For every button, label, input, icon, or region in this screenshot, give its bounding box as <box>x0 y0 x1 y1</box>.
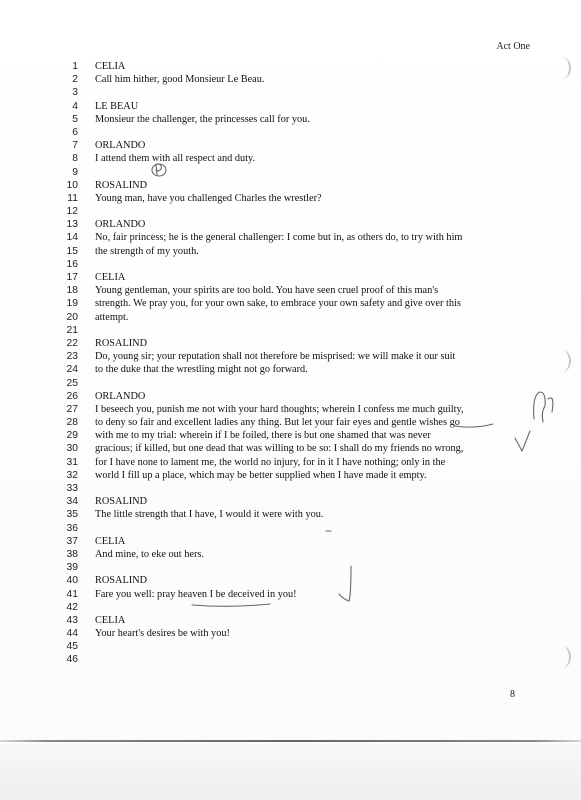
line-number: 1 <box>72 61 78 72</box>
line-text: LE BEAU <box>95 100 139 112</box>
script-line <box>0 390 581 403</box>
script-line <box>0 297 581 310</box>
script-line <box>0 126 581 139</box>
line-number: 20 <box>66 311 78 323</box>
line-number: 40 <box>66 575 78 587</box>
line-number: 44 <box>66 628 78 640</box>
script-line <box>0 152 581 165</box>
line-text: Young man, have you challenged Charles the wrestler? <box>95 192 322 204</box>
line-number: 5 <box>72 113 78 125</box>
script-line <box>0 653 581 666</box>
line-number: 42 <box>66 601 78 613</box>
script-line <box>0 548 581 561</box>
script-line <box>0 337 581 350</box>
script-body <box>0 60 581 667</box>
line-number: 28 <box>66 417 78 429</box>
line-text: Your heart's desires be with you! <box>95 628 230 640</box>
line-text: ORLANDO <box>95 390 146 402</box>
line-text: Do, young sir; your reputation shall not therefore be misprised: we will make it our suit <box>95 351 456 363</box>
line-number: 35 <box>66 509 78 521</box>
line-number: 22 <box>66 337 78 349</box>
script-line <box>0 113 581 126</box>
line-number: 43 <box>66 614 78 626</box>
script-line <box>0 363 581 376</box>
line-number: 33 <box>66 483 78 494</box>
script-line <box>0 311 581 324</box>
script-line <box>0 245 581 258</box>
script-line <box>0 429 581 442</box>
script-line <box>0 139 581 152</box>
script-line <box>0 377 581 390</box>
line-number: 9 <box>72 166 78 178</box>
line-number: 19 <box>66 298 78 310</box>
page-header-act: Act One <box>496 41 530 52</box>
line-number: 41 <box>66 588 78 600</box>
line-text: ROSALIND <box>95 337 148 349</box>
script-line <box>0 588 581 601</box>
script-line <box>0 561 581 574</box>
line-text: to deny so fair and excellent ladies any thing. But let your fair eyes and gentle wishes go <box>95 417 460 429</box>
bottom-rule <box>0 740 581 742</box>
line-text: attempt. <box>95 311 129 323</box>
script-line <box>0 86 581 99</box>
script-line <box>0 403 581 416</box>
punch-hole-shadow-bottom <box>553 646 571 668</box>
line-text: with me to my trial: wherein if I be foiled, there is but one shamed that was never <box>95 430 431 442</box>
line-number: 18 <box>66 285 78 297</box>
line-number: 39 <box>66 562 78 574</box>
line-number: 38 <box>66 548 78 560</box>
line-number: 13 <box>66 219 78 231</box>
line-number: 24 <box>66 364 78 376</box>
script-line <box>0 574 581 587</box>
script-line <box>0 324 581 337</box>
line-text: world I fill up a place, which may be better supplied when I have made it empty. <box>95 469 427 481</box>
line-number: 30 <box>66 443 78 455</box>
line-text: Monsieur the challenger, the princesses call for you. <box>95 113 310 125</box>
line-number: 15 <box>66 245 78 257</box>
line-number: 7 <box>72 140 78 152</box>
punch-hole-shadow-middle <box>553 350 571 372</box>
line-text: I beseech you, punish me not with your hard thoughts; wherein I confess me much guilty, <box>95 403 464 415</box>
line-text: ROSALIND <box>95 496 148 508</box>
line-number: 4 <box>72 100 78 112</box>
line-text: ROSALIND <box>95 575 148 587</box>
line-number: 16 <box>66 258 78 270</box>
line-number: 17 <box>66 272 78 283</box>
line-number: 10 <box>66 179 78 191</box>
line-text: for I have none to lament me, the world no injury, for in it I have nothing; only in the <box>95 456 446 468</box>
line-text: No, fair princess; he is the general challenger: I come but in, as others do, to try with him <box>95 232 463 244</box>
script-line <box>0 522 581 535</box>
script-line <box>0 627 581 640</box>
script-line <box>0 601 581 614</box>
line-number: 46 <box>66 654 78 666</box>
script-line <box>0 640 581 653</box>
script-line <box>0 469 581 482</box>
line-text: CELIA <box>95 535 126 547</box>
line-number: 32 <box>66 469 78 481</box>
script-line <box>0 218 581 231</box>
line-number: 27 <box>66 403 78 415</box>
script-line <box>0 535 581 548</box>
script-line <box>0 284 581 297</box>
script-line <box>0 482 581 495</box>
line-number: 11 <box>67 192 78 204</box>
script-line <box>0 271 581 284</box>
script-line <box>0 205 581 218</box>
script-line <box>0 416 581 429</box>
line-number: 34 <box>66 496 78 508</box>
line-text: The little strength that I have, I would it were with you. <box>95 509 324 521</box>
line-number: 25 <box>66 377 78 389</box>
line-number: 21 <box>66 324 78 336</box>
line-text: CELIA <box>95 614 126 626</box>
script-line <box>0 179 581 192</box>
line-text: strength. We pray you, for your own sake, to embrace your own safety and give over this <box>95 298 461 310</box>
script-line <box>0 231 581 244</box>
line-text: to the duke that the wrestling might not go forward. <box>95 364 308 376</box>
script-line <box>0 73 581 86</box>
script-line <box>0 60 581 73</box>
line-number: 36 <box>66 522 78 534</box>
line-number: 23 <box>66 351 78 363</box>
line-number: 14 <box>66 232 78 244</box>
line-text: ORLANDO <box>95 219 146 231</box>
script-line <box>0 166 581 179</box>
line-number: 45 <box>66 641 78 653</box>
line-number: 26 <box>66 390 78 402</box>
line-text: And mine, to eke out hers. <box>95 548 204 560</box>
script-line <box>0 192 581 205</box>
line-text: Fare you well: pray heaven I be deceived in you! <box>95 588 297 600</box>
line-number: 8 <box>72 153 78 165</box>
line-text: ORLANDO <box>95 140 146 152</box>
line-number: 3 <box>72 87 78 99</box>
line-number: 6 <box>72 126 78 138</box>
script-line <box>0 508 581 521</box>
script-line <box>0 495 581 508</box>
line-number: 31 <box>66 456 78 468</box>
script-line <box>0 614 581 627</box>
line-text: CELIA <box>95 61 126 72</box>
line-number: 12 <box>66 206 78 218</box>
line-number: 2 <box>72 74 78 86</box>
page-number: 8 <box>510 689 515 700</box>
line-text: the strength of my youth. <box>95 245 199 257</box>
line-text: gracious; if killed, but one dead that was willing to be so: I shall do my friends no wrong, <box>95 443 464 455</box>
script-line <box>0 258 581 271</box>
line-number: 29 <box>66 430 78 442</box>
script-line <box>0 100 581 113</box>
punch-hole-shadow-top <box>553 57 571 79</box>
line-text: Call him hither, good Monsieur Le Beau. <box>95 74 265 86</box>
line-number: 37 <box>66 535 78 547</box>
script-line <box>0 350 581 363</box>
line-text: Young gentleman, your spirits are too bold. You have seen cruel proof of this man's <box>95 285 439 297</box>
line-text: ROSALIND <box>95 179 148 191</box>
line-text: I attend them with all respect and duty. <box>95 153 256 165</box>
bottom-shade <box>0 744 581 800</box>
line-text: CELIA <box>95 272 126 283</box>
script-line <box>0 456 581 469</box>
script-line <box>0 442 581 455</box>
